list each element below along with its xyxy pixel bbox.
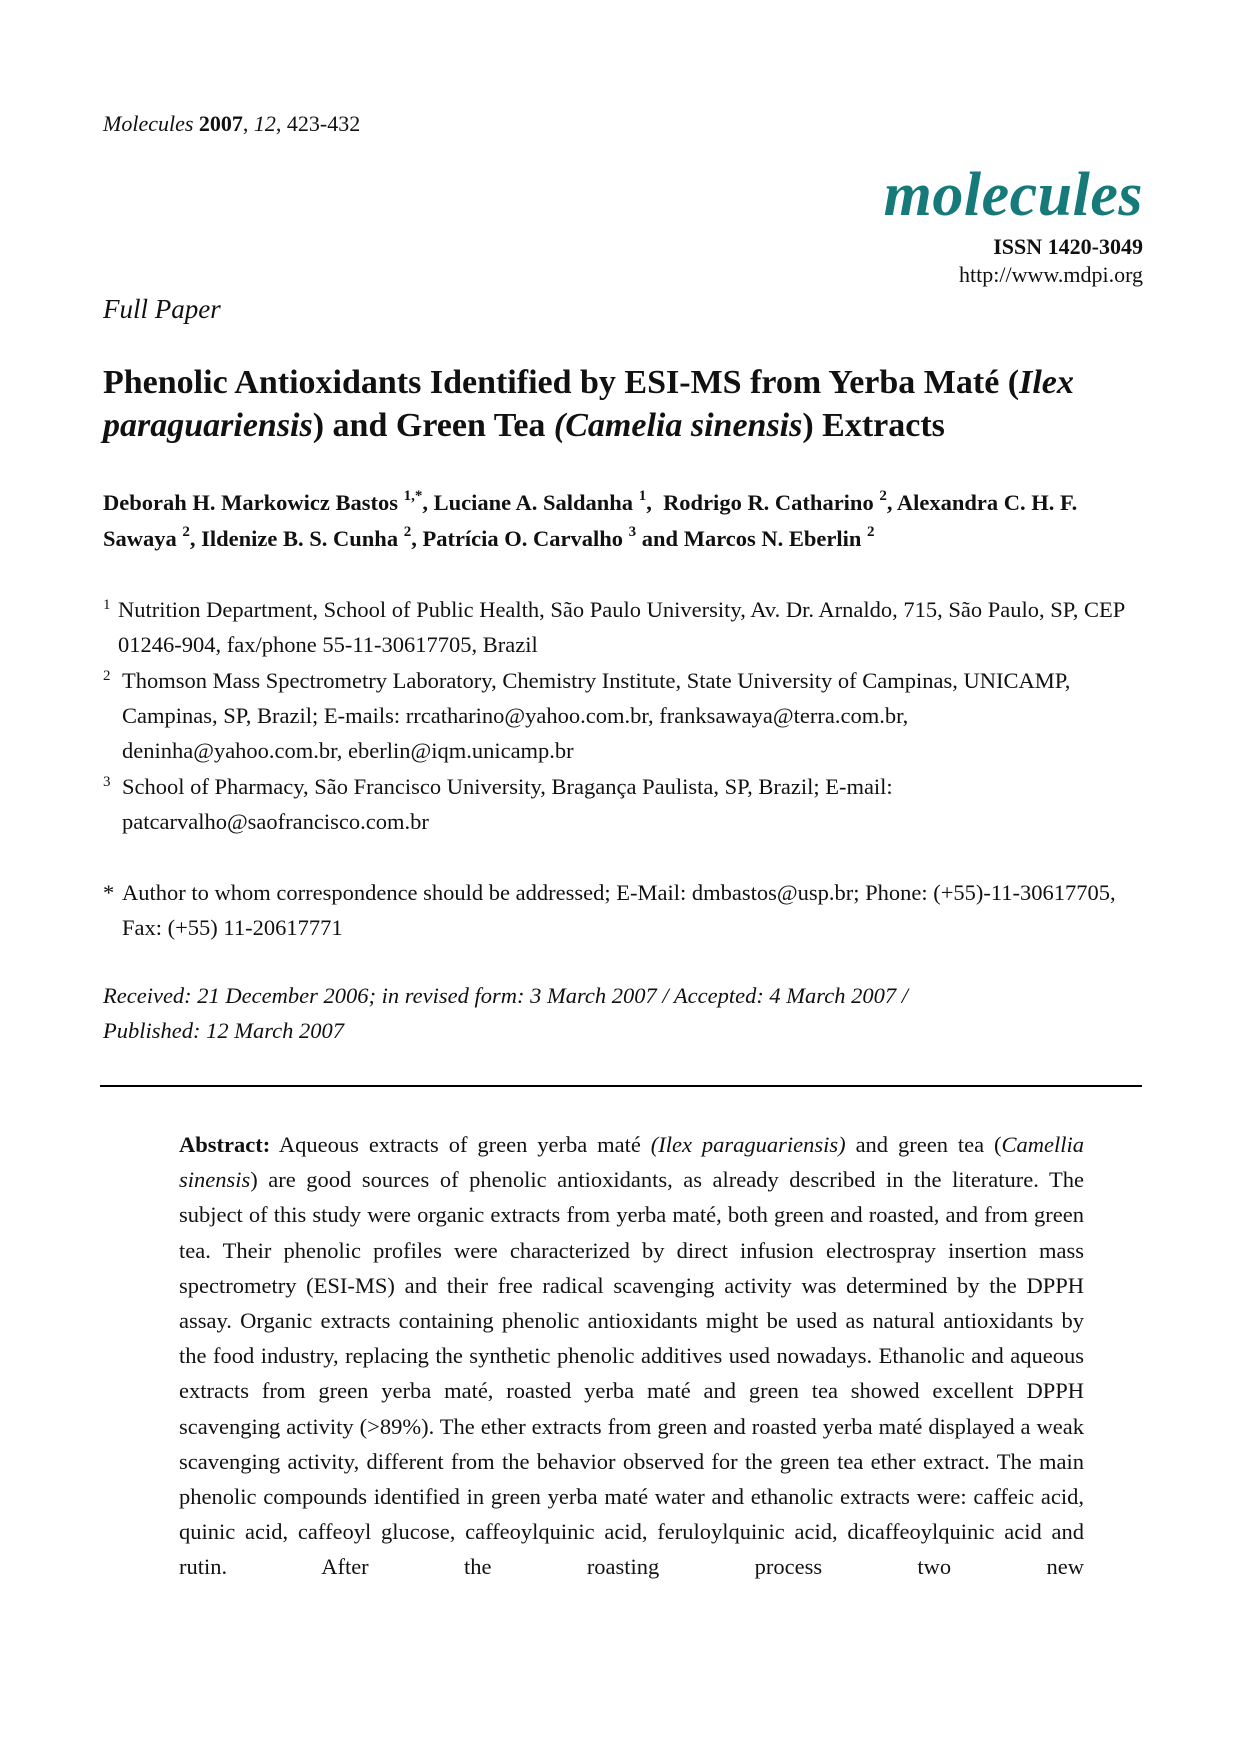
correspondence-marker: * — [103, 880, 115, 905]
author-name: Rodrigo R. Catharino — [663, 490, 874, 515]
author — [422, 523, 684, 551]
affiliation-number: 1 — [103, 597, 111, 613]
author-separator: and — [636, 526, 684, 551]
publication-year: 2007 — [198, 111, 243, 136]
title-text: Phenolic Antioxidants Identified by ESI-MS from Yerba Maté ( — [103, 364, 1020, 401]
abstract-text: and green tea ( — [845, 1132, 1002, 1157]
journal-url[interactable]: http://www.mdpi.org — [959, 262, 1143, 287]
dates-line: Received: 21 December 2006; in revised form: 3 March 2007 / Accepted: 4 March 2007 / — [103, 983, 908, 1008]
author — [433, 487, 664, 515]
abstract-text: Aqueous extracts of green yerba maté — [270, 1132, 651, 1157]
author-affiliation-marker: 1,* — [403, 487, 423, 504]
author-name: Marcos N. Eberlin — [683, 526, 862, 551]
author-affiliation-marker: 2 — [403, 523, 412, 540]
author — [201, 523, 423, 551]
title-species-name: (Camelia sinensis — [553, 407, 803, 444]
affiliation-text: Thomson Mass Spectrometry Laboratory, Chemistry Institute, State University of Campinas, UNICAMP, Campinas, SP, Brazil; E-mails: rrcatharino@yahoo.com.br, franksawaya@terra.com.br, deninha@yahoo.com.br, eberlin@iqm.unicamp.br — [122, 668, 1071, 763]
author-separator: , — [886, 490, 897, 515]
author — [683, 523, 875, 551]
abstract-label: Abstract: — [179, 1132, 271, 1157]
affiliation-number: 2 — [103, 668, 111, 684]
title-text: ) Extracts — [802, 407, 945, 444]
issn: ISSN 1420-3049 — [993, 234, 1143, 259]
author — [663, 487, 897, 515]
abstract-species-name: (Ilex paraguariensis) — [650, 1132, 846, 1157]
dates-line: Published: 12 March 2007 — [103, 1018, 345, 1043]
affiliation-text: School of Pharmacy, São Francisco University, Bragança Paulista, SP, Brazil; E-mail: patcarvalho@saofrancisco.com.br — [122, 774, 893, 834]
journal-name: Molecules — [103, 111, 194, 136]
page-range: 423-432 — [286, 111, 361, 136]
journal-citation: Molecules 2007, 12, 423-432 — [103, 111, 361, 136]
author-affiliation-marker: 2 — [879, 487, 887, 504]
author-separator: , — [189, 526, 202, 551]
author-name: Patrícia O. Carvalho — [422, 526, 624, 551]
author-affiliation-marker: 1 — [638, 487, 647, 504]
author-separator: , — [646, 490, 664, 515]
section-divider — [100, 1085, 1142, 1087]
author-affiliation-marker: 2 — [867, 523, 875, 540]
correspondence-text: Author to whom correspondence should be addressed; E-Mail: dmbastos@usp.br; Phone: (+55)-11-30617705, Fax: (+55) 11-20617771 — [122, 880, 1116, 940]
title-text: ) and Green Tea — [312, 407, 554, 444]
journal-logo: molecules — [883, 161, 1143, 229]
publication-dates — [103, 978, 1143, 1048]
author-separator: , — [411, 526, 423, 551]
article-type: Full Paper — [103, 294, 221, 324]
title-species-name: Ilex paraguariensis — [103, 364, 1074, 444]
abstract — [179, 1127, 1084, 1585]
author-list — [103, 485, 1143, 557]
author-name: Deborah H. Markowicz Bastos — [103, 490, 398, 515]
affiliation-text: Nutrition Department, School of Public Health, São Paulo University, Av. Dr. Arnaldo, 715, São Paulo, SP, CEP 01246-904, fax/phone 55-11-30617705, Brazil — [118, 597, 1125, 657]
author-affiliation-marker: 2 — [182, 523, 190, 540]
author-name: Alexandra C. H. F. Sawaya — [103, 490, 1078, 551]
author-separator: , — [422, 490, 434, 515]
abstract-text: ) are good sources of phenolic antioxidants, as already described in the literature. The subject of this study were organic extracts from yerba maté, both green and roasted, and from green tea. Their phenolic profiles were characterized by direct infusion electrospray insertion mass spectrometry (ESI-MS) and their free radical scavenging activity was determined by the DPPH assay. Organic extracts containing phenolic antioxidants might be used as natural antioxidants by the food industry, replacing the synthetic phenolic additives used nowadays. Ethanolic and aqueous extracts from green yerba maté, roasted yerba maté and green tea showed excellent DPPH scavenging activity (>89%). The ether extracts from green and roasted yerba maté displayed a weak scavenging activity, different from the behavior observed for the green tea ether extract. The main phenolic compounds identified in green yerba maté water and ethanolic extracts were: caffeic acid, quinic acid, caffeoyl glucose, caffeoylquinic acid, feruloylquinic acid, dicaffeoylquinic acid and rutin. After the roasting process two new — [179, 1167, 1084, 1580]
author-name: Luciane A. Saldanha — [433, 490, 634, 515]
volume-number: 12 — [253, 111, 276, 136]
affiliation-number: 3 — [103, 774, 111, 790]
author — [103, 487, 434, 515]
paper-title — [103, 361, 1143, 447]
author-name: Ildenize B. S. Cunha — [201, 526, 399, 551]
abstract-species-name: Camellia sinensis — [179, 1132, 1084, 1193]
author-affiliation-marker: 3 — [628, 523, 637, 540]
